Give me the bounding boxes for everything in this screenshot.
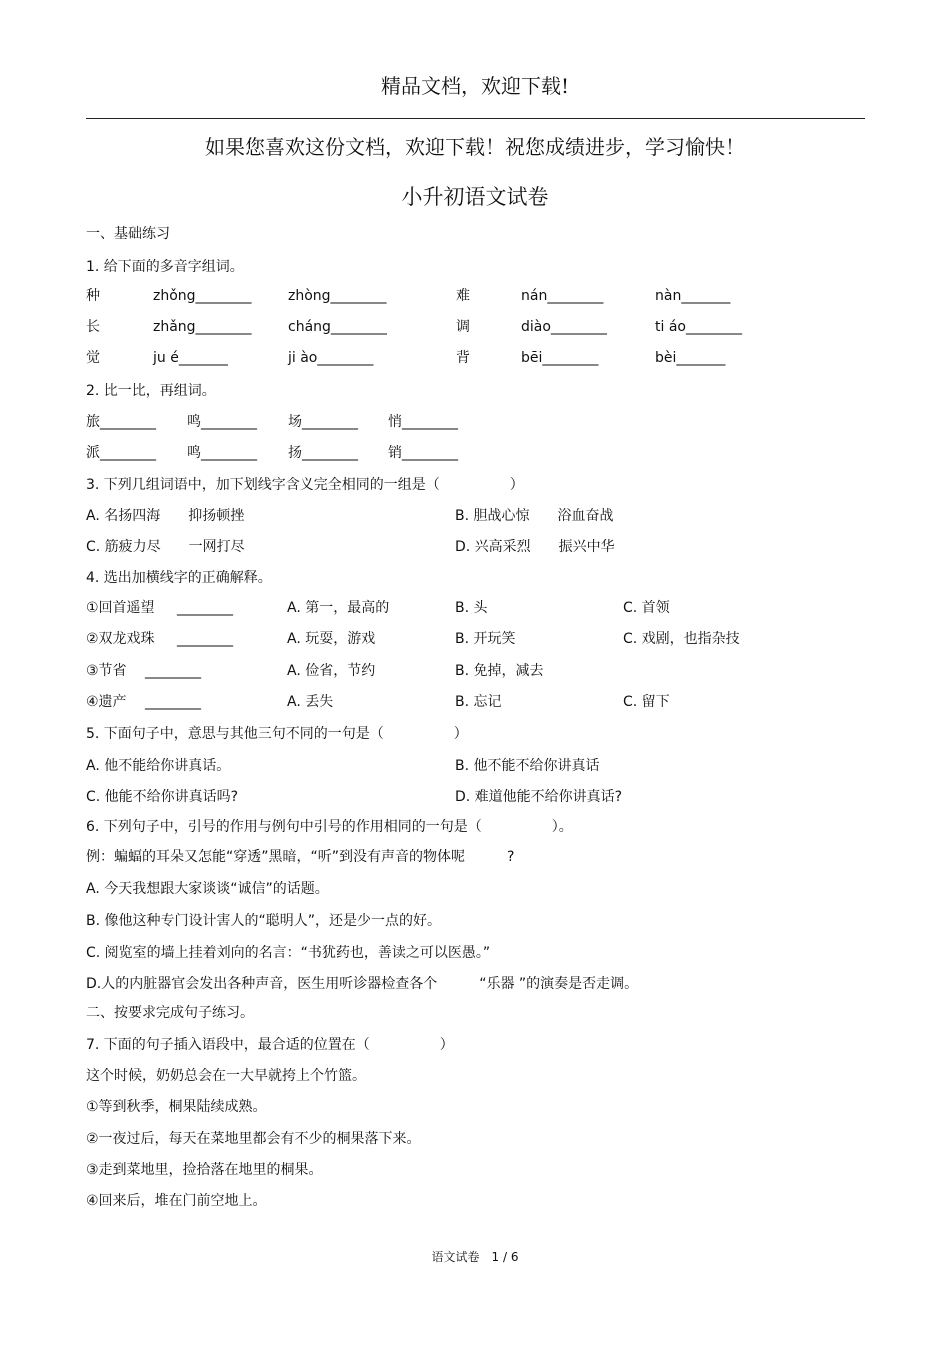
q5-option-c: C. 他能不给你讲真话吗? [86, 789, 239, 805]
q2-blank: 鸣________ [187, 414, 257, 430]
q1-char: 调 [456, 319, 470, 335]
question-3-prompt: 3. 下列几组词语中，加下划线字含义完全相同的一组是（ ） [86, 477, 524, 493]
q3-option-c: C. 筋疲力尽 一网打尽 [86, 539, 245, 555]
q6-option-c: C. 阅览室的墙上挂着刘向的名言：“书犹药也，善读之可以医愚。” [86, 945, 491, 961]
q1-blank: ju é_______ [153, 350, 228, 366]
q4-option-b: B. 忘记 [455, 694, 502, 710]
q7-item: ②一夜过后，每天在菜地里都会有不少的桐果落下来。 [86, 1131, 421, 1147]
q1-char: 觉 [86, 350, 100, 366]
q4-option-a: A. 俭省，节约 [287, 663, 376, 679]
q6-example: 例：蝙蝠的耳朵又怎能“穿透”黑暗，“听”到没有声音的物体呢 ? [86, 849, 515, 865]
q4-item: ①回首遥望 [86, 600, 155, 616]
q4-item: ④遗产 [86, 694, 127, 710]
q1-char: 背 [456, 350, 470, 366]
q6-option-d: D.人的内脏器官会发出各种声音，医生用听诊器检查各个 “乐器 ”的演奏是否走调。 [86, 976, 639, 992]
q1-blank: nàn_______ [655, 288, 731, 304]
q3-option-a: A. 名扬四海 抑扬顿挫 [86, 508, 245, 524]
q1-blank: zhòng________ [288, 288, 387, 304]
q2-blank: 扬________ [288, 445, 358, 461]
q1-char: 长 [86, 319, 100, 335]
q1-blank: diào________ [521, 319, 607, 335]
q4-blank: ________ [177, 631, 233, 647]
q4-item: ②双龙戏珠 [86, 631, 155, 647]
exam-title: 小升初语文试卷 [401, 185, 549, 209]
page-footer: 语文试卷 1 / 6 [431, 1250, 519, 1264]
q4-blank: ________ [177, 600, 233, 616]
q2-blank: 悄________ [388, 414, 458, 430]
q7-item: ④回来后，堆在门前空地上。 [86, 1193, 267, 1209]
q2-blank: 旅________ [86, 414, 156, 430]
question-7-prompt: 7. 下面的句子插入语段中，最合适的位置在（ ） [86, 1037, 454, 1053]
q2-blank: 场________ [288, 414, 358, 430]
slogan: 如果您喜欢这份文档，欢迎下载！祝您成绩进步，学习愉快！ [205, 135, 745, 159]
q4-option-a: A. 玩耍，游戏 [287, 631, 376, 647]
q4-option-b: B. 开玩笑 [455, 631, 516, 647]
q1-blank: nán________ [521, 288, 604, 304]
question-5-prompt: 5. 下面句子中，意思与其他三句不同的一句是（ ） [86, 726, 468, 742]
q7-sentence: 这个时候，奶奶总会在一大早就挎上个竹篮。 [86, 1068, 366, 1084]
question-2-prompt: 2. 比一比，再组词。 [86, 383, 216, 399]
q4-option-c: C. 留下 [623, 694, 670, 710]
q6-option-a: A. 今天我想跟大家谈谈“诚信”的话题。 [86, 881, 329, 897]
section-heading-basic: 一、基础练习 [86, 226, 170, 242]
header-divider [86, 118, 865, 119]
q4-blank: ________ [145, 663, 201, 679]
q4-option-c: C. 首领 [623, 600, 670, 616]
q7-item: ①等到秋季，桐果陆续成熟。 [86, 1099, 267, 1115]
q4-option-a: A. 丢失 [287, 694, 334, 710]
q1-blank: zhǒng________ [153, 288, 252, 304]
q1-char: 难 [456, 288, 470, 304]
q1-blank: zhǎng________ [153, 319, 252, 335]
q4-option-b: B. 头 [455, 600, 488, 616]
q5-option-d: D. 难道他能不给你讲真话? [455, 789, 623, 805]
question-1-prompt: 1. 给下面的多音字组词。 [86, 259, 244, 275]
question-4-prompt: 4. 选出加横线字的正确解释。 [86, 570, 272, 586]
q4-option-a: A. 第一，最高的 [287, 600, 390, 616]
q4-option-c: C. 戏剧，也指杂技 [623, 631, 740, 647]
q5-option-a: A. 他不能给你讲真话。 [86, 758, 231, 774]
q3-option-b: B. 胆战心惊 浴血奋战 [455, 508, 614, 524]
q2-blank: 鸣________ [187, 445, 257, 461]
page-header-title: 精品文档，欢迎下载! [380, 74, 570, 98]
q1-blank: bēi________ [521, 350, 599, 366]
q7-item: ③走到菜地里，捡拾落在地里的桐果。 [86, 1162, 323, 1178]
q1-blank: bèi_______ [655, 350, 726, 366]
q4-option-b: B. 免掉，减去 [455, 663, 544, 679]
q5-option-b: B. 他不能不给你讲真话 [455, 758, 600, 774]
q1-blank: cháng________ [288, 319, 387, 335]
q4-item: ③节省 [86, 663, 127, 679]
q3-option-d: D. 兴高采烈 振兴中华 [455, 539, 615, 555]
q1-blank: ti áo________ [655, 319, 742, 335]
q2-blank: 销________ [388, 445, 458, 461]
q1-char: 种 [86, 288, 100, 304]
q2-blank: 派________ [86, 445, 156, 461]
q1-blank: ji ào________ [288, 350, 374, 366]
section-heading-sentences: 二、按要求完成句子练习。 [86, 1005, 254, 1021]
question-6-prompt: 6. 下列句子中，引号的作用与例句中引号的作用相同的一句是（ ）。 [86, 819, 573, 835]
q6-option-b: B. 像他这种专门设计害人的“聪明人”，还是少一点的好。 [86, 913, 442, 929]
q4-blank: ________ [145, 694, 201, 710]
